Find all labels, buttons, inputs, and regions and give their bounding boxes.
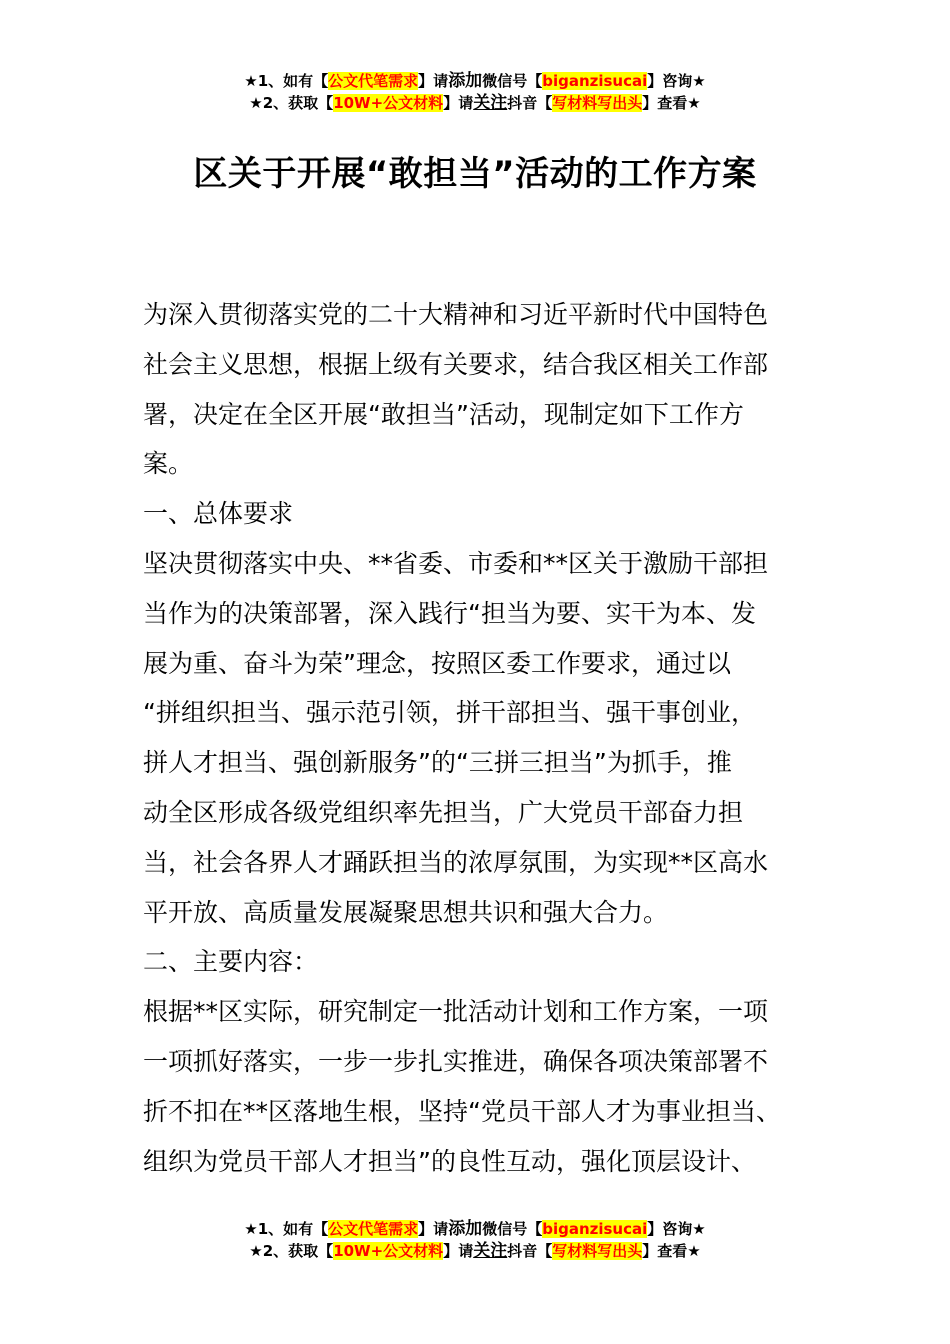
banner-line-1 bbox=[0, 70, 950, 92]
body-line: 坚决贯彻落实中央、**省委、市委和**区关于激励干部担 bbox=[143, 548, 769, 578]
banner-line-2 bbox=[0, 1240, 950, 1262]
body-line: 当作为的决策部署，深入践行“担当为要、实干为本、发 bbox=[143, 598, 756, 628]
banner-text: 】咨询★ bbox=[647, 72, 706, 90]
banner-text: ★1、如有【 bbox=[244, 72, 329, 90]
banner-text: 】请 bbox=[443, 1242, 474, 1260]
emphasis-text: 添加 bbox=[448, 1219, 483, 1239]
body-line: 一项抓好落实，一步一步扎实推进，确保各项决策部署不 bbox=[143, 1046, 769, 1076]
body-line: 折不扣在**区落地生根，坚持“党员干部人才为事业担当、 bbox=[143, 1096, 781, 1126]
body-line: 当，社会各界人才踊跃担当的浓厚氛围，为实现**区高水 bbox=[143, 847, 769, 877]
body-line: 展为重、奋斗为荣”理念，按照区委工作要求，通过以 bbox=[143, 648, 731, 678]
body-line: 拼人才担当、强创新服务”的“三拼三担当”为抓手，推 bbox=[143, 748, 732, 778]
body-line: 为深入贯彻落实党的二十大精神和习近平新时代中国特色 bbox=[143, 300, 769, 329]
body-line: “拼组织担当、强示范引领，拼干部担当、强干事创业， bbox=[143, 698, 756, 728]
wechat-id-highlight: biganzisucai bbox=[542, 1220, 648, 1238]
banner-text: 抖音【 bbox=[507, 94, 553, 112]
body-line: 组织为党员干部人才担当”的良性互动，强化顶层设计、 bbox=[143, 1146, 756, 1176]
emphasis-text: 关注 bbox=[473, 93, 508, 113]
body-line: 根据**区实际，研究制定一批活动计划和工作方案，一项 bbox=[143, 997, 769, 1027]
banner-text: 】咨询★ bbox=[647, 1220, 706, 1238]
document-title: 区关于开展“敢担当”活动的工作方案 bbox=[193, 154, 757, 194]
document-body bbox=[143, 290, 823, 1186]
banner-text: 微信号【 bbox=[482, 1220, 543, 1238]
banner-text: 】查看★ bbox=[642, 94, 701, 112]
body-line: 平开放、高质量发展凝聚思想共识和强大合力。 bbox=[143, 897, 669, 927]
body-line: 案。 bbox=[143, 449, 194, 479]
banner-text: 微信号【 bbox=[482, 72, 543, 90]
emphasis-text: 关注 bbox=[473, 1241, 508, 1261]
banner-line-2 bbox=[0, 92, 950, 114]
douyin-account-highlight: 写材料写出头 bbox=[552, 1242, 643, 1260]
banner-text: ★2、获取【 bbox=[249, 1242, 334, 1260]
section-heading: 一、总体要求 bbox=[143, 499, 294, 529]
banner-line-1 bbox=[0, 1218, 950, 1240]
emphasis-text: 添加 bbox=[448, 71, 483, 91]
banner-text: 】查看★ bbox=[642, 1242, 701, 1260]
highlight-text: 10W+公文材料 bbox=[333, 94, 444, 112]
highlight-text: 公文代笔需求 bbox=[328, 72, 419, 90]
banner-text: 】请 bbox=[418, 72, 449, 90]
douyin-account-highlight: 写材料写出头 bbox=[552, 94, 643, 112]
highlight-text: 10W+公文材料 bbox=[333, 1242, 444, 1260]
body-line: 署，决定在全区开展“敢担当”活动，现制定如下工作方 bbox=[143, 399, 744, 429]
footer-banner bbox=[0, 1218, 950, 1262]
wechat-id-highlight: biganzisucai bbox=[542, 72, 648, 90]
body-line: 社会主义思想，根据上级有关要求，结合我区相关工作部 bbox=[143, 349, 769, 379]
banner-text: 】请 bbox=[443, 94, 474, 112]
body-line: 动全区形成各级党组织率先担当，广大党员干部奋力担 bbox=[143, 797, 744, 827]
banner-text: ★1、如有【 bbox=[244, 1220, 329, 1238]
banner-text: 抖音【 bbox=[507, 1242, 553, 1260]
banner-text: ★2、获取【 bbox=[249, 94, 334, 112]
banner-text: 】请 bbox=[418, 1220, 449, 1238]
header-banner bbox=[0, 70, 950, 114]
highlight-text: 公文代笔需求 bbox=[328, 1220, 419, 1238]
section-heading: 二、主要内容： bbox=[143, 947, 319, 977]
